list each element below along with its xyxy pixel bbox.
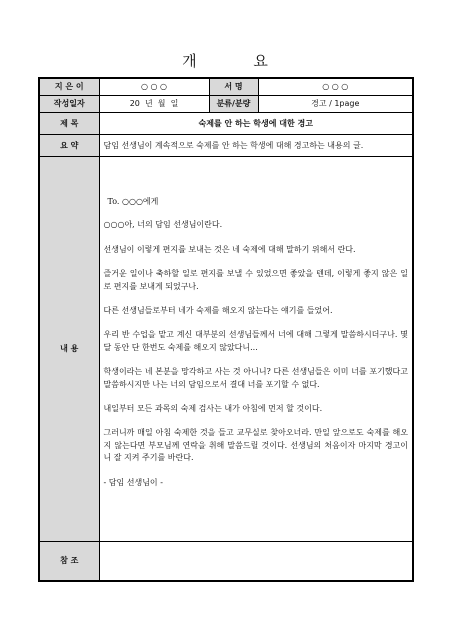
subject-value: 숙제를 안 하는 학생에 대한 경고 xyxy=(99,112,413,134)
reference-value xyxy=(99,541,413,581)
signature-label: 서 명 xyxy=(209,78,258,95)
letter-greeting: To. ○○○에게 xyxy=(107,196,159,206)
letter-paragraph: 다른 선생님들로부터 네가 숙제를 해오지 않는다는 얘기를 들었어. xyxy=(103,305,333,315)
summary-value: 담임 선생님이 계속적으로 숙제를 안 하는 학생에 대해 경고하는 내용의 글. xyxy=(99,134,413,156)
document-title: 개 요 xyxy=(182,52,294,70)
letter-signoff: - 담임 선생님이 - xyxy=(103,477,163,487)
subject-label: 제 목 xyxy=(39,112,99,134)
signature-value: ○ ○ ○ xyxy=(258,78,413,95)
letter-paragraph: 즐거운 일이나 축하할 일로 편지를 보낼 수 있었으면 좋았을 텐데, 이렇게 좋지 않은 일로 편지를 보내게 되었구나. xyxy=(103,269,408,291)
category-label: 분류/분량 xyxy=(209,95,258,112)
date-label: 작성일자 xyxy=(39,95,99,112)
letter-paragraph: ○○○아, 너의 담임 선생님이란다. xyxy=(103,220,223,230)
letter-paragraph: 학생이라는 네 본분을 망각하고 사는 것 아니니? 다른 선생님들은 이미 너를 포기했다고 말씀하시지만 나는 너의 담임으로서 결대 너를 포기할 수 없다. xyxy=(103,367,408,389)
content-label: 내 용 xyxy=(39,156,99,541)
date-value: 20 년 월 일 xyxy=(99,95,209,112)
summary-label: 요 약 xyxy=(39,134,99,156)
letter-paragraph: 선생님이 이렇게 편지를 보내는 것은 네 숙제에 대해 말하기 위해서 란다. xyxy=(103,244,356,254)
category-value: 경고 / 1page xyxy=(258,95,413,112)
reference-label: 참 조 xyxy=(39,541,99,581)
author-value: ○ ○ ○ xyxy=(99,78,209,95)
letter-paragraph: 내일부터 모든 과목의 숙제 검사는 내가 아침에 먼저 할 것이다. xyxy=(103,404,323,414)
author-label: 지 은 이 xyxy=(39,78,99,95)
summary-form xyxy=(38,77,414,582)
letter-paragraph: 우리 반 수업을 맡고 계신 대부분의 선생님들께서 너에 대해 그렇게 말씀하시더구나. 몇 달 동안 단 한번도 숙제를 해오지 않았다니... xyxy=(103,330,408,352)
letter-paragraph: 그러니까 매일 아침 숙제한 것을 들고 교무실로 찾아오너라. 만일 앞으로도 숙제를 해오지 않는다면 부모님께 연락을 취해 말씀드릴 것이다. 선생님의 처음이자 마지막 경고이니 잘 지켜 주기를 바란다. xyxy=(103,428,408,463)
content-body xyxy=(99,156,413,541)
